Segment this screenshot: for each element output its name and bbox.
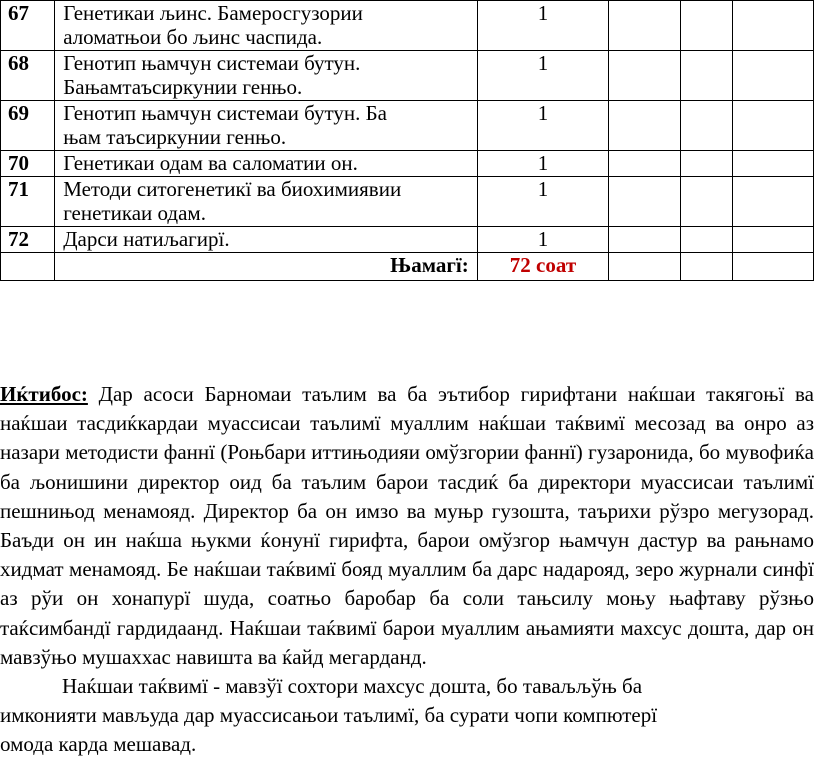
row-hours: 1: [477, 227, 608, 253]
row-topic: Генетикаи одам ва саломатии он.: [55, 151, 478, 177]
row-number: 70: [1, 151, 55, 177]
quote-label: Иќтибос:: [0, 382, 88, 406]
empty-cell: [681, 101, 732, 151]
empty-cell: [609, 253, 681, 281]
empty-cell: [681, 151, 732, 177]
empty-cell: [681, 177, 732, 227]
empty-cell: [1, 253, 55, 281]
empty-cell: [732, 253, 813, 281]
empty-cell: [609, 227, 681, 253]
table-row: [1, 1, 814, 51]
empty-cell: [609, 1, 681, 51]
row-topic: Методи ситогенетикї ва биохимиявии генетикаи одам.: [55, 177, 478, 227]
empty-cell: [681, 227, 732, 253]
quote-body: Дар асоси Барномаи таълим ва ба эътибор гирифтани наќшаи такягоњї ва наќшаи тасдиќкардаи муассисаи таълимї муаллим наќшаи таќвимї месозад ва онро аз назари методисти фаннї (Роњбари иттињодияи омўзгории фаннї) гузаронида, бо мувофиќа ба љонишини директор оид ба таълим барои тасдиќ ба директори муассисаи таълимї пешнињод менамояд. Директор ба он имзо ва муњр гузошта, таърихи рўзро мегузорад. Баъди он ин наќша њукми ќонунї гирифта, барои омўзгор њамчун дастур ва рањнамо хидмат менамояд. Бе наќшаи таќвимї бояд муаллим ба дарс надарояд, зеро журнали синфї аз рўи он хонапурї шуда, соатњо баробар ба соли тањсилу моњу њафтаву рўзњо таќсимбандї гардидаанд. Наќшаи таќвимї барои муаллим ањамияти махсус дошта, дар он мавзўњо мушаххас навишта ва ќайд мегарданд.: [0, 382, 814, 669]
total-value: 72 соат: [477, 253, 608, 281]
row-number: 72: [1, 227, 55, 253]
table-row: [1, 177, 814, 227]
row-number: 71: [1, 177, 55, 227]
empty-cell: [681, 253, 732, 281]
row-number: 69: [1, 101, 55, 151]
row-topic: Дарси натиљагирї.: [55, 227, 478, 253]
row-hours: 1: [477, 151, 608, 177]
quote-paragraph: [0, 380, 814, 672]
empty-cell: [732, 51, 813, 101]
empty-cell: [732, 101, 813, 151]
row-number: 67: [1, 1, 55, 51]
total-label: Њамагї:: [55, 253, 478, 281]
empty-cell: [681, 51, 732, 101]
empty-cell: [732, 227, 813, 253]
empty-cell: [609, 151, 681, 177]
empty-cell: [681, 1, 732, 51]
table-row: [1, 227, 814, 253]
total-row: [1, 253, 814, 281]
curriculum-table: [0, 0, 814, 281]
empty-cell: [609, 101, 681, 151]
table-row: [1, 101, 814, 151]
row-hours: 1: [477, 101, 608, 151]
row-number: 68: [1, 51, 55, 101]
table-row: [1, 151, 814, 177]
row-hours: 1: [477, 51, 608, 101]
empty-cell: [609, 177, 681, 227]
row-topic: Генетикаи љинс. Бамеросгузории аломатњои бо љинс часпида.: [55, 1, 478, 51]
empty-cell: [732, 177, 813, 227]
row-hours: 1: [477, 1, 608, 51]
row-topic: Генотип њамчун системаи бутун. Ба њам таъсиркунии генњо.: [55, 101, 478, 151]
paragraph: Наќшаи таќвимї - мавзўї сохтори махсус дошта, бо таваљљўњ ба имконияти мављуда дар муассисањои таълимї, ба сурати чопи компютерї омода карда мешавад.: [0, 674, 658, 757]
body-text: [0, 380, 814, 760]
empty-cell: [609, 51, 681, 101]
empty-cell: [732, 151, 813, 177]
empty-cell: [732, 1, 813, 51]
row-hours: 1: [477, 177, 608, 227]
table-row: [1, 51, 814, 101]
row-topic: Генотип њамчун системаи бутун. Бањамтаъсиркунии генњо.: [55, 51, 478, 101]
